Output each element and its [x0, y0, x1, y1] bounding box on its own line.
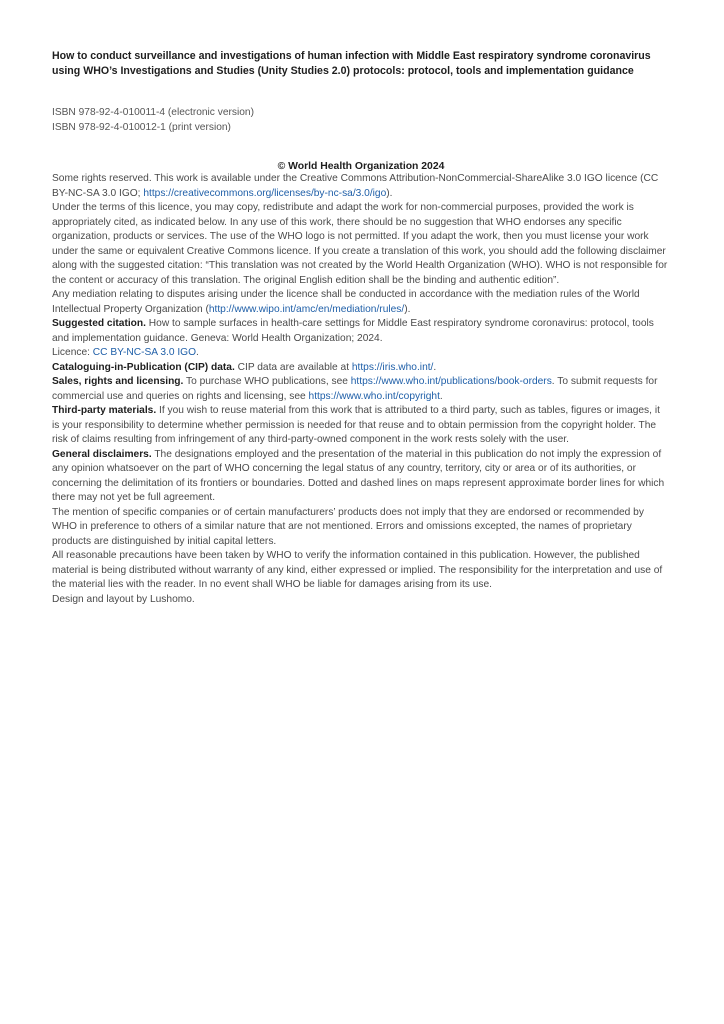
rights-end: ). — [386, 187, 393, 199]
disclaimers-text: The designations employed and the presentation of the material in this publication do not imply the expression of any opinion whatsoever on the part of WHO concerning the legal status of any country, territory, city or area or of its authorities, or concerning the delimitation of its frontiers or boundaries. Dotted and dashed lines on maps represent approximate border lines for which there may not yet be full agreement. — [52, 448, 665, 503]
mediation-end: ). — [404, 303, 411, 315]
rights-text: Some rights reserved. This work is available under the Creative Commons Attribution-NonCommercial-ShareAlike 3.0 IGO licence (CC BY-NC-SA 3.0 IGO; — [52, 173, 659, 199]
book-orders-link[interactable]: https://www.who.int/publications/book-orders — [350, 376, 552, 387]
isbn-block — [52, 106, 670, 135]
design-credit: Design and layout by Lushomo. — [52, 593, 195, 605]
copyright-link[interactable]: https://www.who.int/copyright — [308, 390, 440, 402]
citation-paragraph — [52, 317, 670, 361]
third-party-label: Third-party materials. — [52, 405, 157, 416]
precautions-paragraph: All reasonable precautions have been taken by WHO to verify the information contained in this publication. However, the published material is being distributed without warranty of any kind, either expressed or implied. The responsibility for the interpretation and use of the material lies with the reader. In no event shall WHO be liable for damages arising from its use. — [52, 550, 663, 590]
sales-end: . — [439, 390, 443, 402]
companies-paragraph: The mention of specific companies or of certain manufacturers’ products does not imply that they are endorsed or recommended by WHO in preference to others of a similar nature that are not mentioned. Errors and omissions excepted, the names of proprietary products are distinguished by initial capital letters. — [52, 506, 644, 547]
cip-label: Cataloguing-in-Publication (CIP) data. — [52, 361, 235, 373]
citation-licence-link[interactable]: CC BY-NC-SA 3.0 IGO — [92, 347, 197, 358]
third-party-paragraph — [52, 404, 670, 448]
wipo-mediation-link[interactable]: http://www.wipo.int/amc/en/mediation/rules/ — [208, 303, 405, 315]
cip-end: . — [433, 361, 437, 373]
rights-paragraph — [52, 172, 670, 201]
licence-terms-paragraph: Under the terms of this licence, you may copy, redistribute and adapt the work for non-commercial purposes, provided the work is appropriately cited, as indicated below. In any use of this work, there should be no suggestion that WHO endorses any specific organization, products or services. The use of the WHO logo is not permitted. If you adapt the work, then you must license your work under the same or equivalent Creative Commons licence. If you create a translation of this work, you should add the following disclaimer along with the suggested citation: “This translation was not created by the World Health Organization (WHO). WHO is not responsible for the content or accuracy of this translation. The original English edition shall be the binding and authentic edition”. — [52, 202, 668, 286]
cip-text: CIP data are available at — [234, 361, 352, 373]
copyright-page — [52, 49, 670, 607]
cc-licence-link[interactable]: https://creativecommons.org/licenses/by-nc-sa/3.0/igo — [143, 187, 387, 199]
mediation-text: Any mediation relating to disputes arising under the licence shall be conducted in accordance with the mediation rules of the World Intellectual Property Organization ( — [52, 289, 640, 315]
disclaimers-paragraph — [52, 448, 670, 506]
isbn-electronic: ISBN 978-92-4-010011-4 (electronic version) — [52, 107, 254, 118]
cip-paragraph — [52, 361, 670, 376]
sales-text: To purchase WHO publications, see — [183, 376, 351, 387]
sales-label: Sales, rights and licensing. — [52, 376, 184, 387]
mediation-paragraph — [52, 288, 670, 317]
citation-end: . — [196, 347, 199, 358]
citation-licence-prefix: Licence: — [52, 347, 93, 358]
disclaimers-label: General disclaimers. — [52, 448, 152, 460]
document-title: How to conduct surveillance and investigations of human infection with Middle East respiratory syndrome coronavirus using WHO’s Investigations and Studies (Unity Studies 2.0) protocols: protocol, tools and implementation guidance — [52, 50, 651, 77]
citation-text: How to sample surfaces in health-care settings for Middle East respiratory syndrome coronavirus: protocol, tools and implementation guidance. Geneva: World Health Organization; 2024. — [52, 318, 654, 344]
sales-paragraph — [52, 375, 670, 404]
citation-label: Suggested citation. — [52, 318, 146, 329]
third-party-text: If you wish to reuse material from this work that is attributed to a third party, such as tables, figures or images, it is your responsibility to determine whether permission is needed for that reuse and to obtain permission from the copyright holder. The risk of claims resulting from infringement of any third-party-owned component in the work rests solely with the user. — [52, 405, 660, 445]
iris-link[interactable]: https://iris.who.int/ — [351, 361, 434, 373]
copyright-notice: © World Health Organization 2024 — [277, 161, 445, 172]
sales-mid: . To submit requests for commercial use and queries on rights and licensing, see — [52, 376, 658, 402]
isbn-print: ISBN 978-92-4-010012-1 (print version) — [52, 121, 231, 133]
